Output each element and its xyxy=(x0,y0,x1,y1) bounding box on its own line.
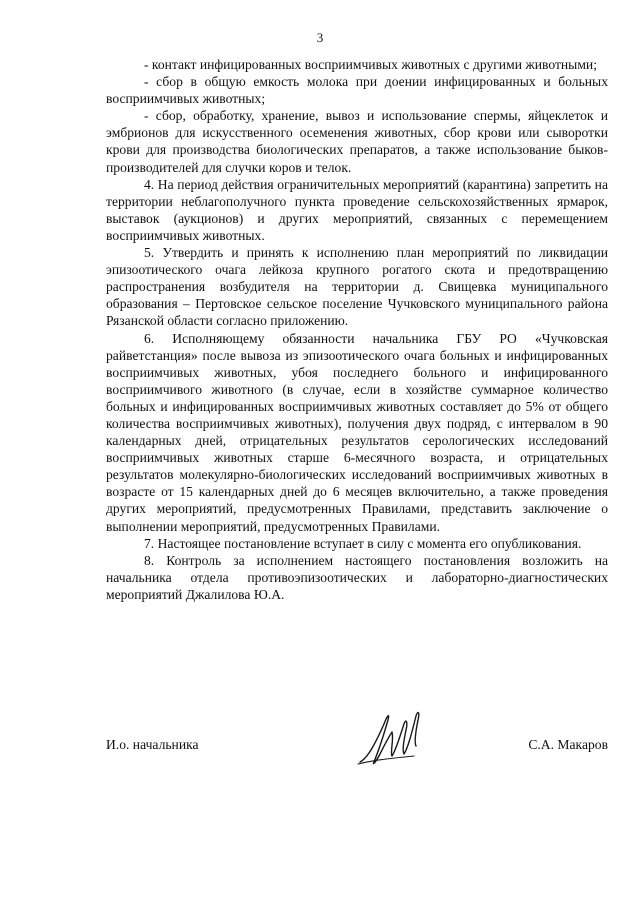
paragraph-item-7: 7. Настоящее постановление вступает в силу с момента его опубликования. xyxy=(144,535,582,551)
paragraph-item-6: 6. Исполняющему обязанности начальника ГБУ РО «Чучковская райветстанция» после вывоза из эпизоотического очага больных и инфицированных восприимчивых животных, убоя последнего больного и инфицированного восприимчивого животного (в случае, если в хозяйстве суммарное количество больных и инфицированных восприимчивых животных составляет до 5% от общего количества восприимчивых животных), получения двух подряд, с интервалом в 90 календарных дней, отрицательных результатов серологических исследований восприимчивых животных старше 6-месячного возраста, и отрицательных результатов молекулярно-биологических исследований восприимчивых животных в возрасте от 15 календарных дней до 6 месяцев включительно, а также проведения других мероприятий, предусмотренных Правилами, представить заключение о выполнении мероприятий, предусмотренных Правилами. xyxy=(106,330,608,534)
signatory-name: С.А. Макаров xyxy=(528,737,608,752)
paragraph-item-8: 8. Контроль за исполнением настоящего постановления возложить на начальника отдела противоэпизоотических и лабораторно-диагностических мероприятий Джалилова Ю.А. xyxy=(106,552,608,602)
document-body xyxy=(106,56,608,603)
paragraph-contact: - контакт инфицированных восприимчивых животных с другими животными; xyxy=(144,57,597,72)
signatory-title: И.о. начальника xyxy=(106,737,199,752)
paragraph-sperm: - сбор, обработку, хранение, вывоз и использование спермы, яйцеклеток и эмбрионов для искусственного осеменения животных, сбор крови или сыворотки крови для производства биологических препаратов, а также использование быков-производителей для случки коров и телок. xyxy=(106,108,608,175)
paragraph-milk: - сбор в общую емкость молока при доении инфицированных и больных восприимчивых животных; xyxy=(106,74,608,107)
paragraph-item-5: 5. Утвердить и принять к исполнению план мероприятий по ликвидации эпизоотического очага лейкоза крупного рогатого скота и предотвращению распространения возбудителя на территории д. Свищевка муниципального образования – Пертовское сельское поселение Чучковского муниципального района Рязанской области согласно приложению. xyxy=(106,245,608,329)
signature-block xyxy=(106,702,608,782)
page-number: 3 xyxy=(316,30,324,45)
handwritten-signature xyxy=(354,702,432,774)
paragraph-item-4: 4. На период действия ограничительных мероприятий (карантина) запретить на территории неблагополучного пункта проведение сельскохозяйственных ярмарок, выставок (аукционов) и других мероприятий, связанных с перемещением восприимчивых животных. xyxy=(106,176,608,243)
